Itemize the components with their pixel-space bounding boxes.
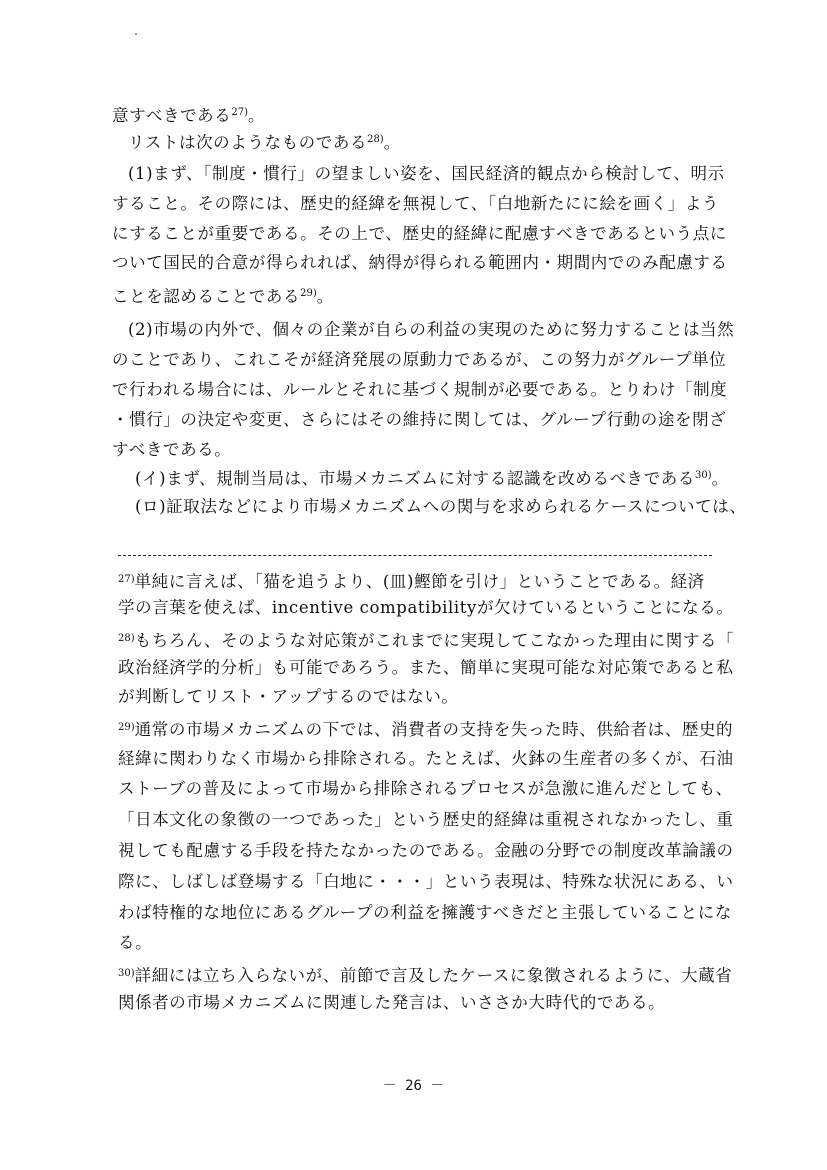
para1-line-3: にすることが重要である。その上で、歴史的経緯に配慮すべきであるという点に (112, 224, 727, 243)
footnote-28-line-2: 政治経済学的分析」も可能であろう。また、簡単に実現可能な対応策であると私 (118, 658, 734, 677)
page-number: － 26 － (382, 1078, 445, 1094)
para2-line-4: ・慣行」の決定や変更、さらにはその維持に関しては、グループ行動の途を閉ざ (112, 410, 727, 429)
footnote-30-line-1: $^{30)}$詳細には立ち入らないが、前節で言及したケースに象徴されるように、大蔵省 (118, 966, 733, 985)
footnote-29-line-5: 視しても配慮する手段を持たなかったのである。金融の分野での制度改革論議の (118, 841, 734, 860)
footnote-29-line-3: ストーブの普及によって市場から排除されるプロセスが急激に進んだとしても、 (118, 779, 733, 798)
para1-line-4: ついて国民的合意が得られれば、納得が得られる範囲内・期間内でのみ配慮する (112, 253, 728, 272)
para2-line-1: (2)市場の内外で、個々の企業が自らの利益の実現のために努力することは当然 (128, 320, 735, 339)
footnote-27-line-1: $^{27)}$単純に言えば、「猫を追うより、(皿)鰹節を引け」ということである。経済 (118, 572, 705, 591)
para2-line-3: で行われる場合には、ルールとそれに基づく規制が必要である。とりわけ「制度 (112, 380, 728, 399)
footnote-separator (118, 555, 712, 556)
footnote-30-line-2: 関係者の市場メカニズムに関連した発言は、いささか大時代的である。 (118, 993, 666, 1012)
para1-line-1: (1)まず、「制度・慣行」の望ましい姿を、国民経済的観点から検討して、明示 (128, 164, 725, 183)
scan-speck (135, 33, 137, 35)
footnote-29-line-1: $^{29)}$通常の市場メカニズムの下では、消費者の支持を失った時、供給者は、歴史的 (118, 720, 734, 739)
footnote-29-line-4: 「日本文化の象徴の一つであった」という歴史的経緯は重視されなかったし、重 (118, 810, 734, 829)
body-line-1: 意すべきである$^{27)}$。 (112, 106, 266, 125)
footnote-27-line-2: 学の言葉を使えば、incentive compatibilityが欠けているということになる。 (118, 598, 734, 617)
footnote-28-line-3: が判断してリスト・アップするのではない。 (118, 687, 459, 706)
footnote-29-line-8: る。 (118, 933, 153, 952)
footnote-28-line-1: $^{28)}$もちろん、そのような対応策がこれまでに実現してこなかった理由に関する「 (118, 631, 735, 650)
footnote-29-line-6: 際に、しばしば登場する「白地に・・・」という表現は、特殊な状況にある、い (118, 872, 734, 891)
body-line-2: リストは次のようなものである$^{28)}$。 (128, 133, 401, 152)
footnote-29-line-2: 経緯に関わりなく市場から排除される。たとえば、火鉢の生産者の多くが、石油 (118, 749, 734, 768)
para2-line-5: すべきである。 (112, 440, 232, 459)
para1-line-5: ことを認めることである$^{29)}$。 (112, 287, 334, 306)
para2-line-2: のことであり、これこそが経済発展の原動力であるが、この努力がグループ単位 (112, 350, 727, 369)
para3-line-1: (イ)まず、規制当局は、市場メカニズムに対する認識を改めるべきである$^{30)}$。 (135, 469, 729, 488)
para4-line-1: (ロ)証取法などにより市場メカニズムへの関与を求められるケースについては、 (135, 497, 747, 516)
para1-line-2: すること。その際には、歴史的経緯を無視して、「白地新たにに絵を画く」よう (112, 194, 720, 213)
footnote-29-line-7: わば特権的な地位にあるグループの利益を擁護すべきだと主張していることにな (118, 903, 732, 922)
